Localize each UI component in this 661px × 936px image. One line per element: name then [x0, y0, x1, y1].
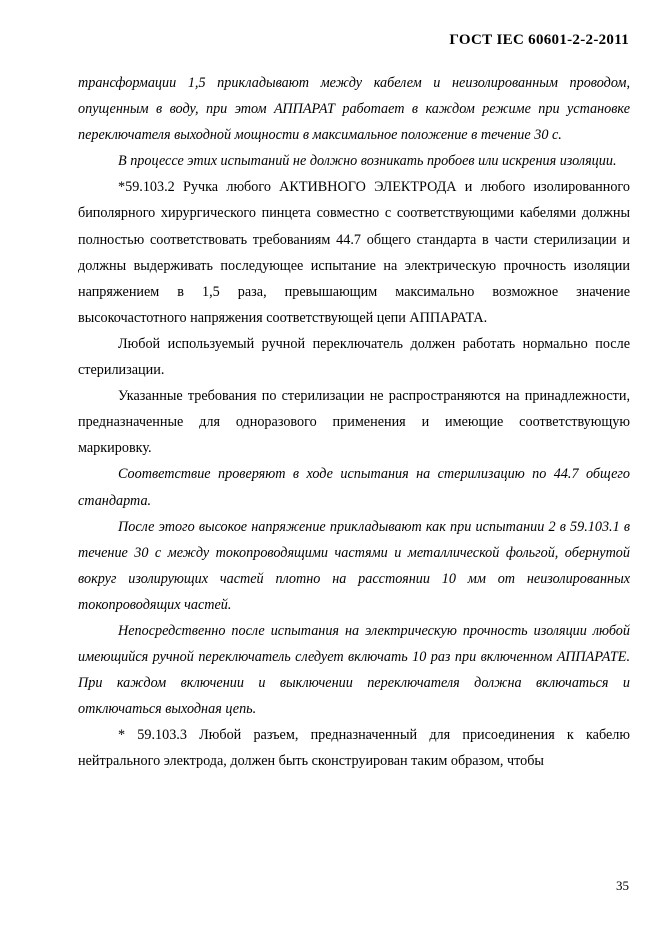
- paragraph-6: Соответствие проверяют в ходе испытания на стерилизацию по 44.7 общего стандарта.: [78, 466, 630, 509]
- paragraph-3: *59.103.2 Ручка любого АКТИВНОГО ЭЛЕКТРОДА и любого изолированного биполярного хирургического пинцета совместно с соответствующими кабелями должны полностью соответствовать требованиям 44.7 общего стандарта в части стерилизации и должны выдерживать последующее испытание на электрическую прочность изоляции напряжением в 1,5 раза, превышающим максимально возможное значение высокочастотного напряжения соответствующей цепи АППАРАТА.: [78, 179, 630, 326]
- page-number: 35: [616, 878, 629, 893]
- paragraph-4: Любой используемый ручной переключатель должен работать нормально после стерилизации.: [78, 335, 630, 379]
- paragraph-2: В процессе этих испытаний не должно возникать пробоев или искрения изоляции.: [118, 153, 617, 170]
- paragraph-8: Непосредственно после испытания на электрическую прочность изоляции любой имеющийся ручной переключатель следует включать 10 раз при включенном АППАРАТЕ. При каждом включении и выключении переключателя должна включаться и отключаться выходная цепь.: [78, 622, 630, 718]
- paragraph-9: * 59.103.3 Любой разъем, предназначенный для присоединения к кабелю нейтрального электрода, должен быть сконструирован таким образом, чтобы: [78, 727, 630, 770]
- paragraph-1: трансформации 1,5 прикладывают между кабелем и неизолированным проводом, опущенным в воду, при этом АППАРАТ работает в каждом режиме при установке переключателя выходной мощности в максимальное положение в течение 30 с.: [78, 75, 630, 144]
- document-body: [78, 70, 630, 775]
- paragraph-5: Указанные требования по стерилизации не распространяются на принадлежности, предназначенные для одноразового применения и имеющие соответствующую маркировку.: [78, 388, 630, 457]
- paragraph-7: После этого высокое напряжение прикладывают как при испытании 2 в 59.103.1 в течение 30 с между токопроводящими частями и металлической фольгой, обернутой вокруг изолирующих частей плотно на расстоянии 10 мм от неизолированных токопроводящих частей.: [78, 518, 630, 613]
- standard-header: ГОСТ IEC 60601-2-2-2011: [449, 32, 629, 48]
